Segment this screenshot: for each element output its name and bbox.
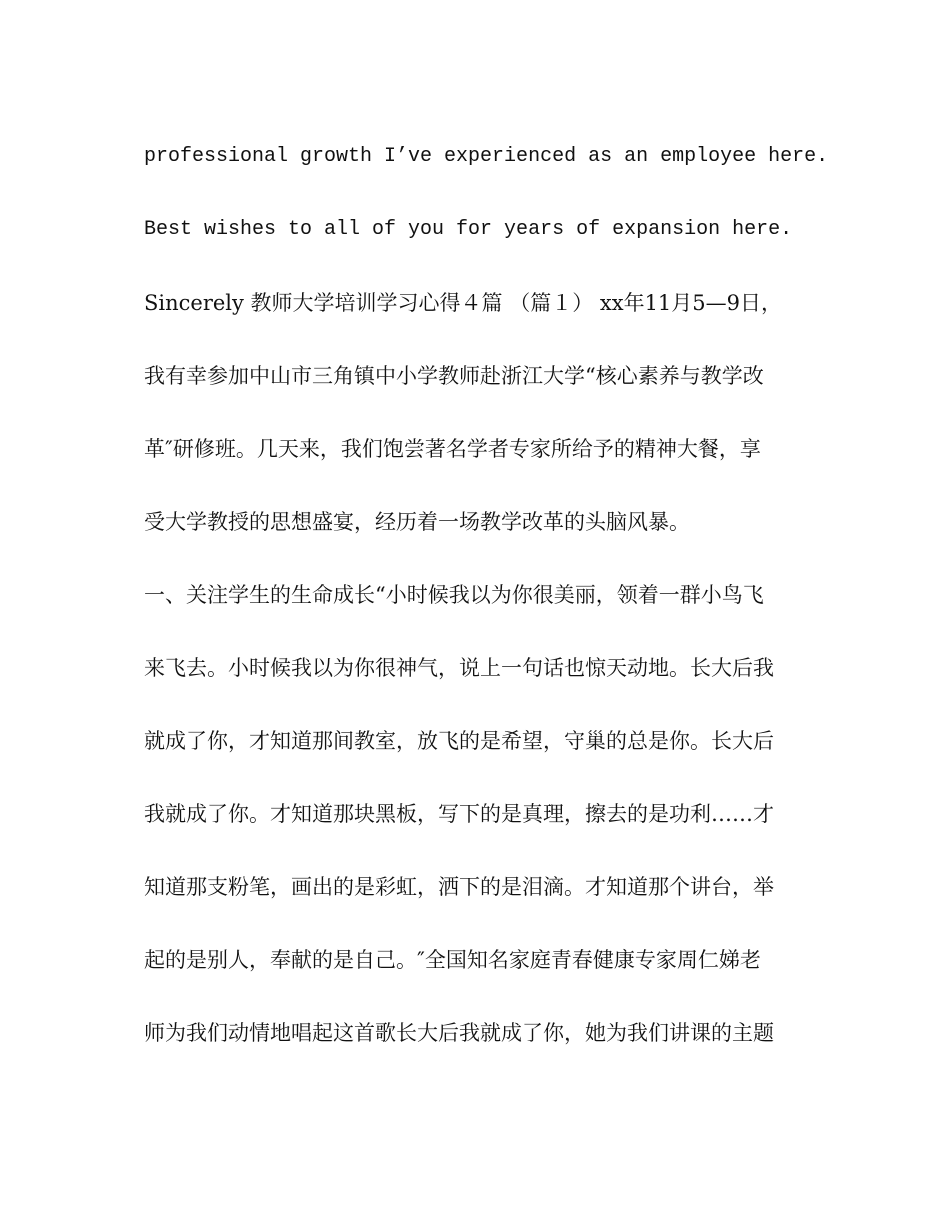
text-line-13: 师为我们动情地唱起这首歌长大后我就成了你，她为我们讲课的主题 [144,1021,774,1045]
text-line-8: 来飞去。小时候我以为你很神气，说上一句话也惊天动地。长大后我 [144,656,774,680]
text-line-2: Best wishes to all of you for years of expansion here. [144,218,793,241]
text-line-7: 一、关注学生的生命成长“小时候我以为你很美丽，领着一群小鸟飞 [144,583,764,607]
text-line-10: 我就成了你。才知道那块黑板，写下的是真理，擦去的是功利……才 [144,802,774,826]
text-line-12: 起的是别人，奉献的是自己。″全国知名家庭青春健康专家周仁娣老 [144,948,761,972]
text-line-9: 就成了你，才知道那间教室，放飞的是希望，守巢的总是你。长大后 [144,729,774,753]
text-line-3: Sincerely 教师大学培训学习心得４篇 （篇１） xx年11月5—9日， [144,291,783,315]
text-line-6: 受大学教授的思想盛宴，经历着一场教学改革的头脑风暴。 [144,510,690,534]
text-line-1: professional growth I’ve experienced as an employee here. [144,145,829,168]
text-line-4: 我有幸参加中山市三角镇中小学教师赴浙江大学“核心素养与教学改 [144,364,764,388]
text-line-5: 革″研修班。几天来，我们饱尝著名学者专家所给予的精神大餐，享 [144,437,761,461]
text-line-11: 知道那支粉笔，画出的是彩虹，洒下的是泪滴。才知道那个讲台，举 [144,875,774,899]
